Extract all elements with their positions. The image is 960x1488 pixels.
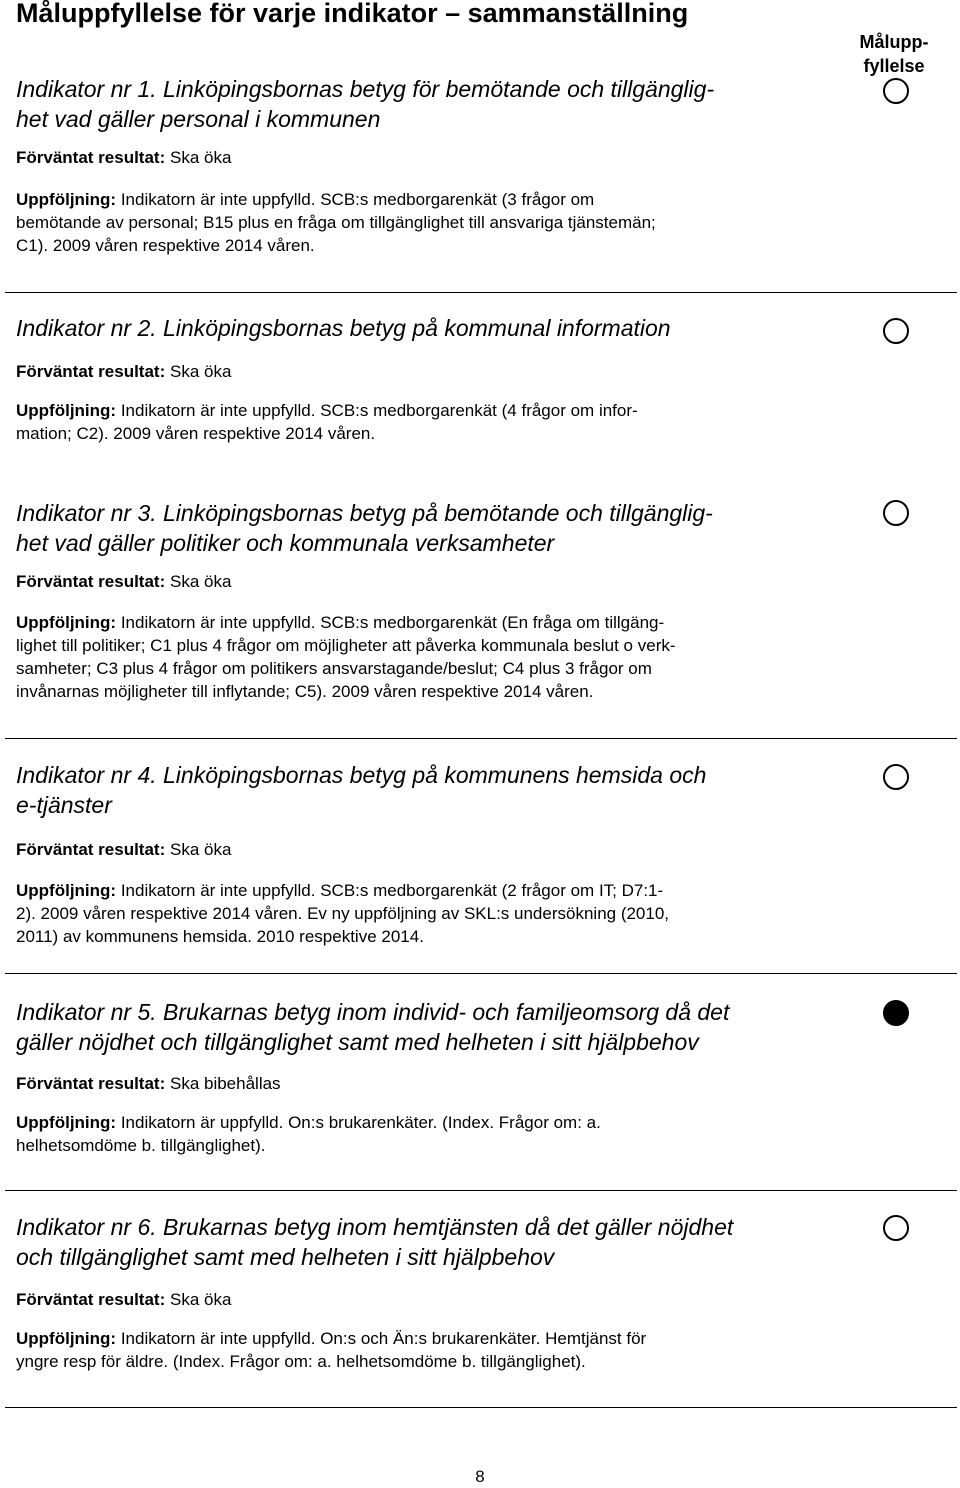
- section-divider: [5, 1407, 957, 1408]
- followup-label: Uppföljning:: [16, 613, 117, 632]
- expected-result: [16, 1072, 836, 1095]
- unfulfilled-circle-icon: [883, 1215, 909, 1241]
- expected-result: [16, 1288, 836, 1311]
- expected-result: [16, 570, 836, 593]
- expected-result: [16, 146, 836, 169]
- fulfilled-circle-icon: [883, 1000, 909, 1026]
- followup-text: Indikatorn är inte uppfylld. SCB:s medborgarenkät (4 frågor om infor- mation; C2). 2009 våren respektive 2014 våren.: [16, 401, 638, 443]
- followup: [16, 188, 836, 257]
- section-divider: [5, 1190, 957, 1191]
- unfulfilled-circle-icon: [883, 318, 909, 344]
- indicator-title: Indikator nr 3. Linköpingsbornas betyg på bemötande och tillgänglig- het vad gäller politiker och kommunala verksamheter: [16, 500, 713, 556]
- followup: [16, 611, 836, 703]
- expected-result-label: Förväntat resultat:: [16, 362, 166, 381]
- expected-result-value: Ska öka: [169, 840, 232, 859]
- indicator-1: [16, 74, 836, 257]
- section-divider: [5, 973, 957, 974]
- indicator-title: Indikator nr 6. Brukarnas betyg inom hemtjänsten då det gäller nöjdhet och tillgänglighet samt med helheten i sitt hjälpbehov: [16, 1214, 734, 1270]
- indicator-3: [16, 498, 836, 703]
- page-title: Måluppfyllelse för varje indikator – sammanställning: [16, 0, 689, 28]
- unfulfilled-circle-icon: [883, 500, 909, 526]
- indicator-4: [16, 760, 836, 948]
- indicator-6: [16, 1212, 836, 1373]
- followup-text: Indikatorn är inte uppfylld. On:s och Än:s brukarenkäter. Hemtjänst för yngre resp för äldre. (Index. Frågor om: a. helhetsomdöme b. tillgänglighet).: [16, 1329, 647, 1371]
- followup-label: Uppföljning:: [16, 1329, 117, 1348]
- section-divider: [5, 292, 957, 293]
- indicator-title: Indikator nr 2. Linköpingsbornas betyg på kommunal information: [16, 315, 671, 341]
- followup-label: Uppföljning:: [16, 881, 117, 900]
- indicator-2: [16, 313, 836, 445]
- expected-result-label: Förväntat resultat:: [16, 840, 166, 859]
- expected-result-value: Ska öka: [169, 1290, 232, 1309]
- followup: [16, 1327, 836, 1373]
- indicator-5: [16, 997, 836, 1157]
- indicator-title: Indikator nr 1. Linköpingsbornas betyg för bemötande och tillgänglig- het vad gäller personal i kommunen: [16, 76, 715, 132]
- followup-label: Uppföljning:: [16, 401, 117, 420]
- expected-result-label: Förväntat resultat:: [16, 1074, 166, 1093]
- followup-text: Indikatorn är inte uppfylld. SCB:s medborgarenkät (En fråga om tillgäng- lighet till politiker; C1 plus 4 frågor om möjligheter att påverka kommunala beslut o verk- samheter; C3 plus 4 frågor om politikers ansvarstagande/beslut; C4 plus 3 frågor om invånarnas möjligheter till inflytande; C5). 2009 våren respektive 2014 våren.: [16, 613, 676, 701]
- expected-result-value: Ska bibehållas: [169, 1074, 281, 1093]
- expected-result-label: Förväntat resultat:: [16, 1290, 166, 1309]
- followup: [16, 1111, 836, 1157]
- expected-result-value: Ska öka: [169, 572, 232, 591]
- expected-result-value: Ska öka: [169, 362, 232, 381]
- followup-text: Indikatorn är inte uppfylld. SCB:s medborgarenkät (3 frågor om bemötande av personal; B15 plus en fråga om tillgänglighet till ansvariga tjänstemän; C1). 2009 våren respektive 2014 våren.: [16, 190, 656, 255]
- unfulfilled-circle-icon: [883, 78, 909, 104]
- indicator-title: Indikator nr 4. Linköpingsbornas betyg på kommunens hemsida och e-tjänster: [16, 762, 707, 818]
- followup-text: Indikatorn är uppfylld. On:s brukarenkäter. (Index. Frågor om: a. helhetsomdöme b. tillgänglighet).: [16, 1113, 601, 1155]
- followup: [16, 879, 836, 948]
- expected-result: [16, 838, 836, 861]
- expected-result: [16, 360, 836, 383]
- indicator-title: Indikator nr 5. Brukarnas betyg inom individ- och familjeomsorg då det gäller nöjdhet och tillgänglighet samt med helheten i sitt hjälpbehov: [16, 999, 730, 1055]
- fulfillment-column-header: Målupp- fyllelse: [859, 32, 929, 76]
- section-divider: [5, 738, 957, 739]
- followup-text: Indikatorn är inte uppfylld. SCB:s medborgarenkät (2 frågor om IT; D7:1- 2). 2009 våren respektive 2014 våren. Ev ny uppföljning av SKL:s undersökning (2010, 2011) av kommunens hemsida. 2010 respektive 2014.: [16, 881, 670, 946]
- expected-result-value: Ska öka: [169, 148, 232, 167]
- expected-result-label: Förväntat resultat:: [16, 148, 166, 167]
- page-number: 8: [475, 1467, 485, 1486]
- expected-result-label: Förväntat resultat:: [16, 572, 166, 591]
- followup: [16, 399, 836, 445]
- followup-label: Uppföljning:: [16, 190, 117, 209]
- unfulfilled-circle-icon: [883, 764, 909, 790]
- followup-label: Uppföljning:: [16, 1113, 117, 1132]
